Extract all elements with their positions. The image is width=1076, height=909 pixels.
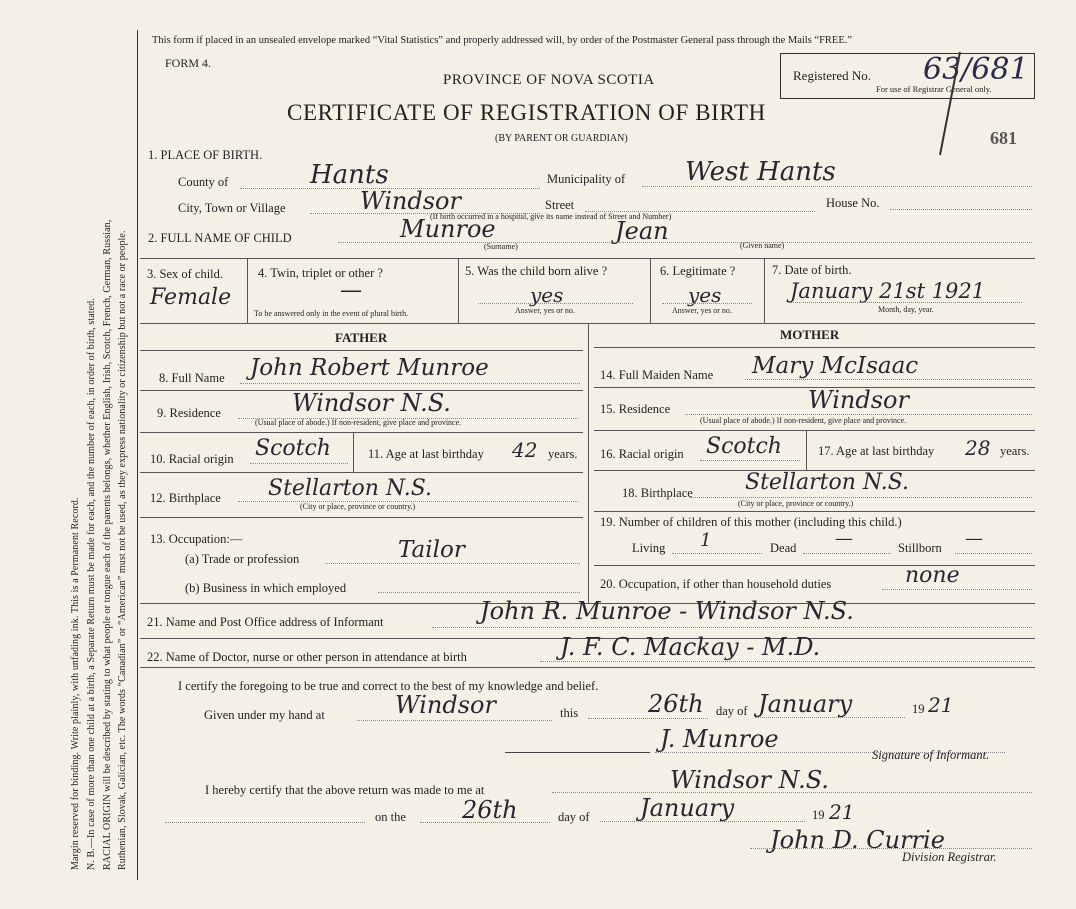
registrar-place-value: Windsor N.S. xyxy=(670,766,829,794)
living-value: 1 xyxy=(700,530,712,551)
cert-day-value: 26th xyxy=(648,690,704,718)
father-years: years. xyxy=(548,447,578,461)
doctor-label: 22. Name of Doctor, nurse or other person in attendance at birth xyxy=(147,650,467,664)
cert-year-prefix: 19 xyxy=(912,702,925,716)
twin-note: To be answered only in the event of plural birth. xyxy=(254,309,409,318)
division-registrar-label: Division Registrar. xyxy=(902,850,997,864)
father-birthplace-note: (City or place, province or country.) xyxy=(300,502,416,511)
city-label: City, Town or Village xyxy=(178,201,286,215)
sex-label: 3. Sex of child. xyxy=(147,267,224,281)
legitimate-note: Answer, yes or no. xyxy=(672,306,732,315)
city-value: Windsor xyxy=(360,187,461,215)
registrar-year-prefix: 19 xyxy=(812,808,825,822)
ink-stroke xyxy=(930,50,970,160)
registered-box xyxy=(780,53,1035,99)
province-heading: PROVINCE OF NOVA SCOTIA xyxy=(443,72,655,88)
given-place-value: Windsor xyxy=(395,691,496,719)
mother-residence-value: Windsor xyxy=(808,386,909,414)
father-residence-value: Windsor N.S. xyxy=(292,389,451,417)
father-heading: FATHER xyxy=(335,330,388,345)
father-birthplace-label: 12. Birthplace xyxy=(150,491,221,505)
father-age-label: 11. Age at last birthday xyxy=(368,447,484,461)
father-birthplace-value: Stellarton N.S. xyxy=(268,476,433,501)
cert-day-of-label: day of xyxy=(716,704,748,718)
dead-label: Dead xyxy=(770,541,797,555)
form-number: FORM 4. xyxy=(165,56,212,70)
stillborn-value: — xyxy=(965,528,983,549)
certificate-title: CERTIFICATE OF REGISTRATION OF BIRTH xyxy=(287,100,766,125)
child-surname: Munroe xyxy=(400,215,496,243)
informant-signature: J. Munroe xyxy=(660,725,779,753)
this-label: this xyxy=(560,706,579,720)
registered-label: Registered No. xyxy=(793,68,871,83)
county-label: County of xyxy=(178,175,229,189)
registered-note: For use of Registrar General only. xyxy=(876,84,992,94)
given-name-note: (Given name) xyxy=(740,241,785,250)
registrar-day-value: 26th xyxy=(462,796,518,824)
mother-residence-label: 15. Residence xyxy=(600,402,671,416)
on-the-label: on the xyxy=(375,810,406,824)
mother-birthplace-note: (City or place, province or country.) xyxy=(738,499,854,508)
doctor-value: J. F. C. Mackay - M.D. xyxy=(560,633,821,661)
informant-value: John R. Munroe - Windsor N.S. xyxy=(480,597,854,625)
nb-note: N. B.—In case of more than one child at a birth, a Separate Return must be made for each, and the number of each, in order of birth, stated. xyxy=(86,298,97,870)
house-no-label: House No. xyxy=(826,196,880,210)
registrar-day-of-label: day of xyxy=(558,810,590,824)
father-age-value: 42 xyxy=(512,438,538,462)
date-label: 7. Date of birth. xyxy=(772,263,852,277)
dead-value: — xyxy=(835,528,853,549)
father-race-label: 10. Racial origin xyxy=(150,452,234,466)
mother-years: years. xyxy=(1000,444,1030,458)
margin-rule xyxy=(137,30,138,880)
racial-origin-note-2: Ruthenian, Slovak, Galician, etc. The words “Canadian” or “American” must not be used, as they express nationality or citizenship but not a race or people. xyxy=(117,230,128,870)
sex-value: Female xyxy=(150,285,232,310)
mother-age-value: 28 xyxy=(965,436,991,460)
child-name-label: 2. FULL NAME OF CHILD xyxy=(148,231,292,245)
cert-month-value: January xyxy=(758,690,853,718)
county-value: Hants xyxy=(310,160,389,190)
legitimate-value: yes xyxy=(688,283,722,307)
legitimate-label: 6. Legitimate ? xyxy=(660,264,736,278)
child-given-name: Jean xyxy=(615,217,669,245)
mother-heading: MOTHER xyxy=(780,327,840,342)
father-residence-label: 9. Residence xyxy=(157,406,221,420)
occupation-label: 13. Occupation:— xyxy=(150,532,243,546)
stillborn-label: Stillborn xyxy=(898,541,942,555)
registrar-year-value: 21 xyxy=(829,800,855,824)
father-race-value: Scotch xyxy=(255,436,331,461)
given-under-label: Given under my hand at xyxy=(204,708,325,722)
mother-name-label: 14. Full Maiden Name xyxy=(600,368,714,382)
mother-age-label: 17. Age at last birthday xyxy=(818,444,935,458)
cert-year-value: 21 xyxy=(928,693,954,717)
certificate-subtitle: (BY PARENT OR GUARDIAN) xyxy=(495,133,628,144)
father-name-value: John Robert Munroe xyxy=(250,355,489,381)
informant-label: 21. Name and Post Office address of Informant xyxy=(147,615,384,629)
registrar-signature: John D. Currie xyxy=(770,826,945,854)
surname-note: (Surname) xyxy=(484,242,518,251)
alive-label: 5. Was the child born alive ? xyxy=(465,264,608,278)
children-label: 19. Number of children of this mother (including this child.) xyxy=(600,515,902,529)
mother-name-value: Mary McIsaac xyxy=(752,353,919,379)
business-label: (b) Business in which employed xyxy=(185,581,347,595)
date-note: Month, day, year. xyxy=(878,305,934,314)
registrar-statement: I hereby certify that the above return was made to me at xyxy=(205,783,485,797)
father-residence-note: (Usual place of abode.) If non-resident, give place and province. xyxy=(255,418,462,427)
certify-statement: I certify the foregoing to be true and correct to the best of my knowledge and belief. xyxy=(178,679,599,693)
top-notice: This form if placed in an unsealed envelope marked “Vital Statistics” and properly addressed will, by order of the Postmaster General pass through the Mails “FREE.” xyxy=(152,35,853,46)
hospital-note: (If birth occurred in a hospital, give its name instead of Street and Number) xyxy=(430,212,672,221)
mother-birthplace-label: 18. Birthplace xyxy=(622,486,693,500)
mother-birthplace-value: Stellarton N.S. xyxy=(745,470,910,495)
informant-signature-label: Signature of Informant. xyxy=(872,748,990,762)
mother-race-value: Scotch xyxy=(706,434,782,459)
date-value: January 21st 1921 xyxy=(790,279,986,303)
trade-label: (a) Trade or profession xyxy=(185,552,300,566)
mother-residence-note: (Usual place of abode.) If non-resident, give place and province. xyxy=(700,416,907,425)
racial-origin-note: RACIAL ORIGIN will be described by stating to what people or tongue each of the parents belongs, whether English, Irish, Scotch, French, German, Russian, xyxy=(102,219,113,870)
stamped-number: 681 xyxy=(990,128,1017,148)
municipality-value: West Hants xyxy=(685,157,836,187)
father-name-label: 8. Full Name xyxy=(159,371,225,385)
living-label: Living xyxy=(632,541,666,555)
municipality-label: Municipality of xyxy=(547,172,626,186)
alive-note: Answer, yes or no. xyxy=(515,306,575,315)
mother-occupation-value: none xyxy=(905,563,960,588)
twin-label: 4. Twin, triplet or other ? xyxy=(258,266,383,280)
street-label: Street xyxy=(545,198,575,212)
twin-value: — xyxy=(340,278,362,303)
registered-number: 63/681 xyxy=(923,52,1029,87)
mother-occupation-label: 20. Occupation, if other than household duties xyxy=(600,577,832,591)
registrar-month-value: January xyxy=(640,794,735,822)
place-of-birth-heading: 1. PLACE OF BIRTH. xyxy=(148,148,263,162)
trade-value: Tailor xyxy=(398,537,465,563)
alive-value: yes xyxy=(530,283,564,307)
margin-note: Margin reserved for binding. Write plainly, with unfading ink. This is a Permanent Record. xyxy=(70,497,81,870)
mother-race-label: 16. Racial origin xyxy=(600,447,684,461)
